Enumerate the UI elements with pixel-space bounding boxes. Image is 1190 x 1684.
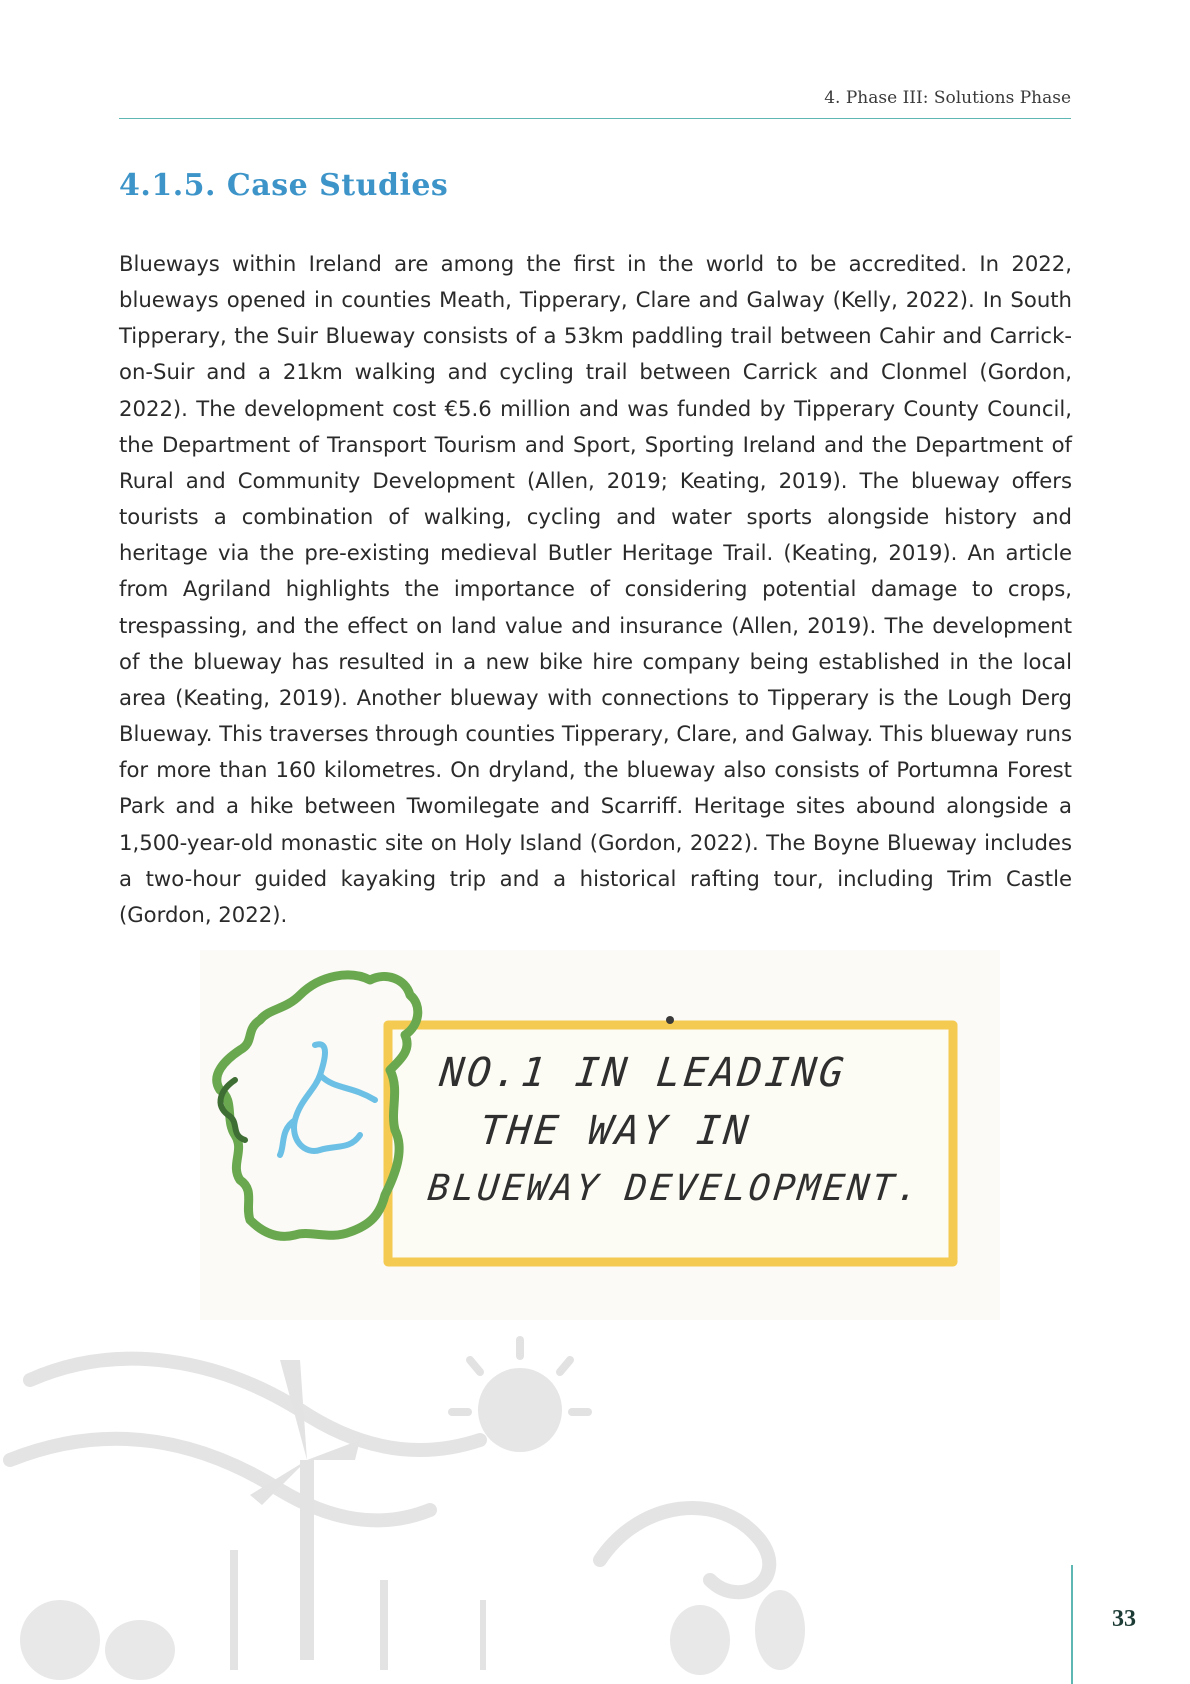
landscape-watermark bbox=[0, 1320, 1060, 1684]
header-rule bbox=[119, 118, 1071, 119]
decorative-watermark bbox=[0, 1320, 1060, 1684]
page-number: 33 bbox=[1112, 1606, 1136, 1632]
running-header: 4. Phase III: Solutions Phase bbox=[824, 88, 1071, 108]
hand-drawn-illustration bbox=[200, 950, 1000, 1320]
slogan-line-3: BLUEWAY DEVELOPMENT. bbox=[425, 1168, 924, 1209]
footer-rule bbox=[1071, 1565, 1073, 1684]
slogan-line-1: NO.1 IN LEADING bbox=[437, 1050, 849, 1096]
windmill-icon bbox=[300, 1460, 314, 1660]
section-title: 4.1.5. Case Studies bbox=[119, 168, 449, 203]
sun-icon bbox=[478, 1368, 562, 1452]
slogan-line-2: THE WAY IN bbox=[477, 1108, 754, 1154]
body-paragraph: Blueways within Ireland are among the first in the world to be accredited. In 2022, blueways opened in counties Meath, Tipperary, Clare and Galway (Kelly, 2022). In South Tipperary, the Suir Blueway consists of a 53km paddling trail between Cahir and Carrick-on-Suir and a 21km walking and cycling trail between Carrick and Clonmel (Gordon, 2022). The development cost €5.6 million and was funded by Tipperary County Council, the Department of Transport Tourism and Sport, Sporting Ireland and the Department of Rural and Community Development (Allen, 2019; Keating, 2019). The blueway offers tourists a combination of walking, cycling and water sports alongside history and heritage via the pre-existing medieval Butler Heritage Trail. (Keating, 2019). An article from Agriland highlights the importance of considering potential damage to crops, trespassing, and the effect on land value and insurance (Allen, 2019). The development of the blueway has resulted in a new bike hire company being established in the local area (Keating, 2019). Another blueway with connections to Tipperary is the Lough Derg Blueway. This traverses through counties Tipperary, Clare, and Galway. This blueway runs for more than 160 kilometres. On dryland, the blueway also consists of Portumna Forest Park and a hike between Twomilegate and Scarriff. Heritage sites abound alongside a 1,500-year-old monastic site on Holy Island (Gordon, 2022). The Boyne Blueway includes a two-hour guided kayaking trip and a historical rafting tour, including Trim Castle (Gordon, 2022). bbox=[119, 251, 1072, 927]
